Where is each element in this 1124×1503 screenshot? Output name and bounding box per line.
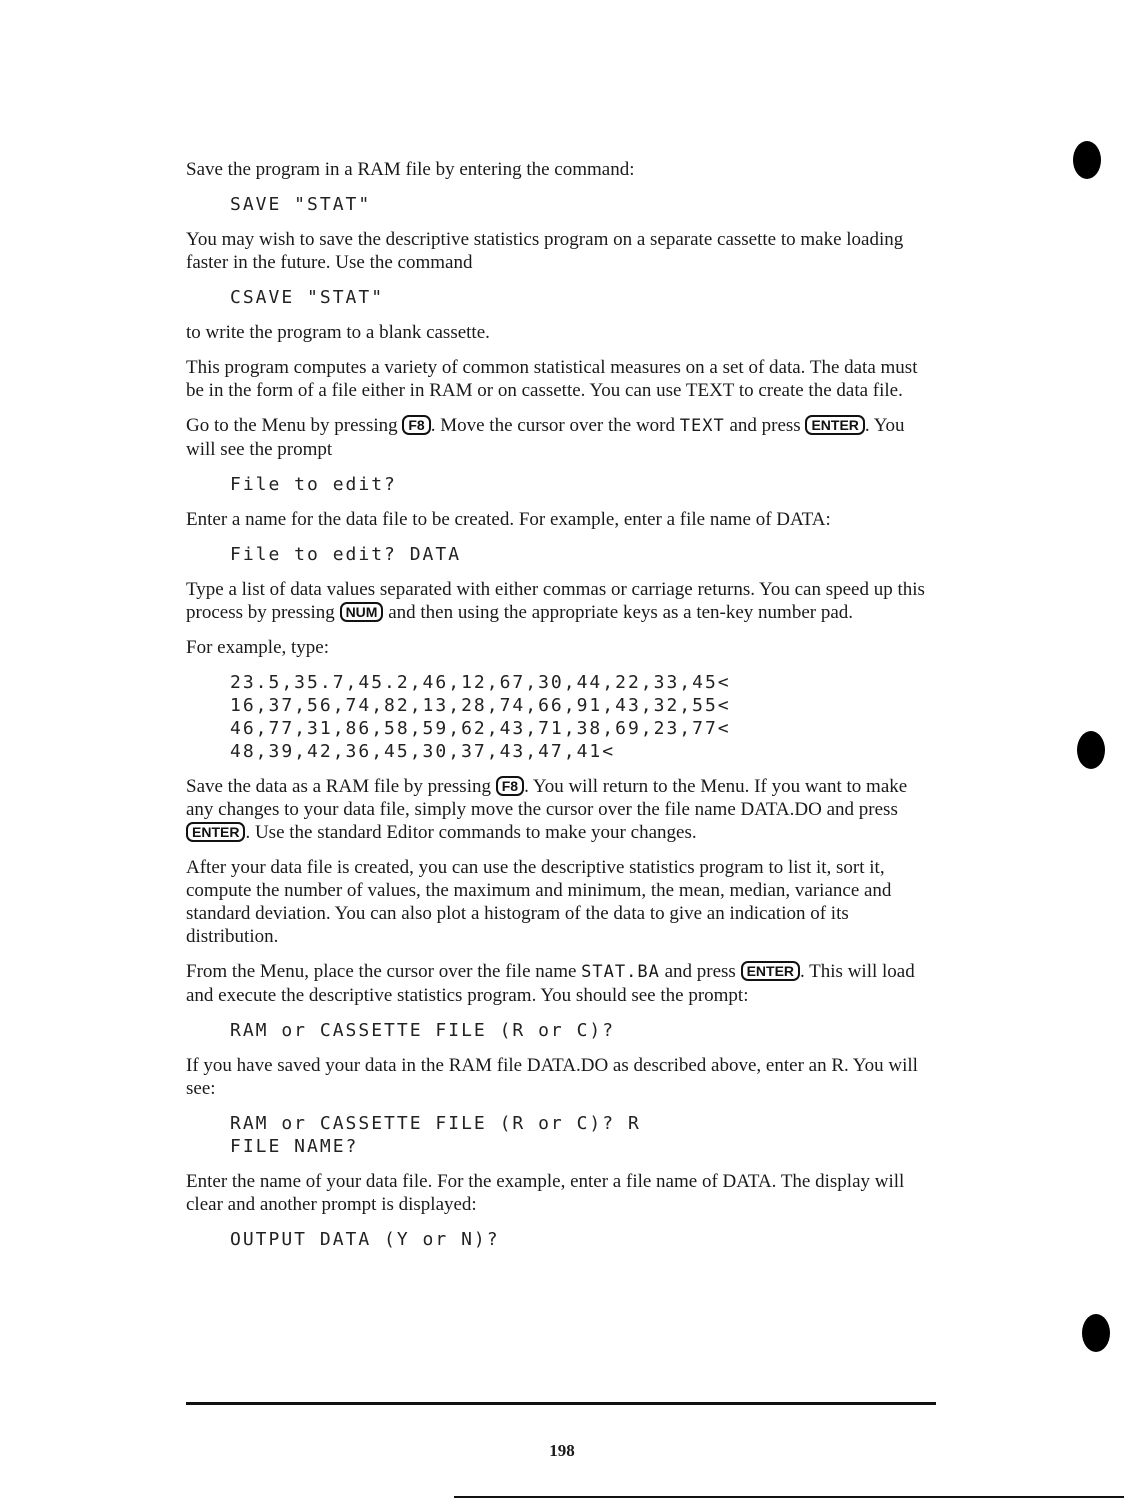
page-body [186,158,938,1263]
paragraph-from-menu: From the Menu, place the cursor over the file name STAT.BA and press ENTER . This will load and execute the descriptive statistics program. You should see the prompt: [186,961,915,1006]
code-csave-command: CSAVE "STAT" [230,287,385,308]
paragraph-program-overview: This program computes a variety of common statistical measures on a set of data. The data must be in the form of a file either in RAM or on cassette. You can use TEXT to create the data file. [186,357,918,401]
enter-key-icon: ENTER [741,961,800,981]
data-line: 48,39,42,36,45,30,37,43,47,41< [230,741,616,762]
paragraph-go-to-menu: Go to the Menu by pressing F8 . Move the cursor over the word TEXT and press ENTER . You will see the prompt [186,415,905,460]
paragraph-after-created: After your data file is created, you can use the descriptive statistics program to list it, sort it, compute the number of values, the maximum and minimum, the mean, median, variance and standard deviation. You can also plot a histogram of the data to give an indication of its distribution. [186,857,892,947]
page-number: 198 [549,1441,575,1460]
data-line: 23.5,35.7,45.2,46,12,67,30,44,22,33,45< [230,672,731,693]
paragraph-save-intro: Save the program in a RAM file by entering the command: [186,159,635,180]
f8-key-icon: F8 [496,776,524,796]
binder-hole-top [1073,141,1101,179]
data-line: 16,37,56,74,82,13,28,74,66,91,43,32,55< [230,695,731,716]
binder-hole-bottom [1082,1314,1110,1352]
paragraph-for-example: For example, type: [186,637,329,658]
num-key-icon: NUM [340,602,384,622]
code-ram-prompt: RAM or CASSETTE FILE (R or C)? [230,1020,616,1041]
code-output-prompt: OUTPUT DATA (Y or N)? [230,1229,500,1250]
f8-key-icon: F8 [402,415,430,435]
paragraph-enter-file-name: Enter the name of your data file. For the example, enter a file name of DATA. The display will clear and another prompt is displayed: [186,1171,905,1215]
binder-hole-middle [1077,731,1105,769]
bottom-edge-line [454,1496,1124,1498]
paragraph-cassette-intro: You may wish to save the descriptive statistics program on a separate cassette to make loading faster in the future. Use the command [186,229,904,273]
paragraph-enter-name: Enter a name for the data file to be created. For example, enter a file name of DATA: [186,509,831,530]
stat-ba-filename: STAT.BA [581,962,660,982]
code-data-values [230,671,938,763]
text-keyword: TEXT [679,416,725,436]
data-line: 46,77,31,86,58,59,62,43,71,38,69,23,77< [230,718,731,739]
paragraph-ram-saved: If you have saved your data in the RAM file DATA.DO as described above, enter an R. You will see: [186,1055,918,1099]
code-file-prompt: File to edit? [230,474,397,495]
footer-rule [186,1402,936,1405]
enter-key-icon: ENTER [186,822,245,842]
enter-key-icon: ENTER [805,415,864,435]
code-file-prompt-data: File to edit? DATA [230,544,462,565]
paragraph-save-data: Save the data as a RAM file by pressing F8 . You will return to the Menu. If you want to make any changes to your data file, simply move the cursor over the file name DATA.DO and press ENTER . Use the standard Editor commands to make your changes. [186,776,908,843]
paragraph-blank-cassette: to write the program to a blank cassette. [186,322,490,343]
code-ram-prompt-r: RAM or CASSETTE FILE (R or C)? R FILE NAME? [230,1113,641,1157]
code-save-command: SAVE "STAT" [230,194,372,215]
paragraph-type-values: Type a list of data values separated with either commas or carriage returns. You can speed up this process by pressing NUM and then using the appropriate keys as a ten-key number pad. [186,579,925,623]
